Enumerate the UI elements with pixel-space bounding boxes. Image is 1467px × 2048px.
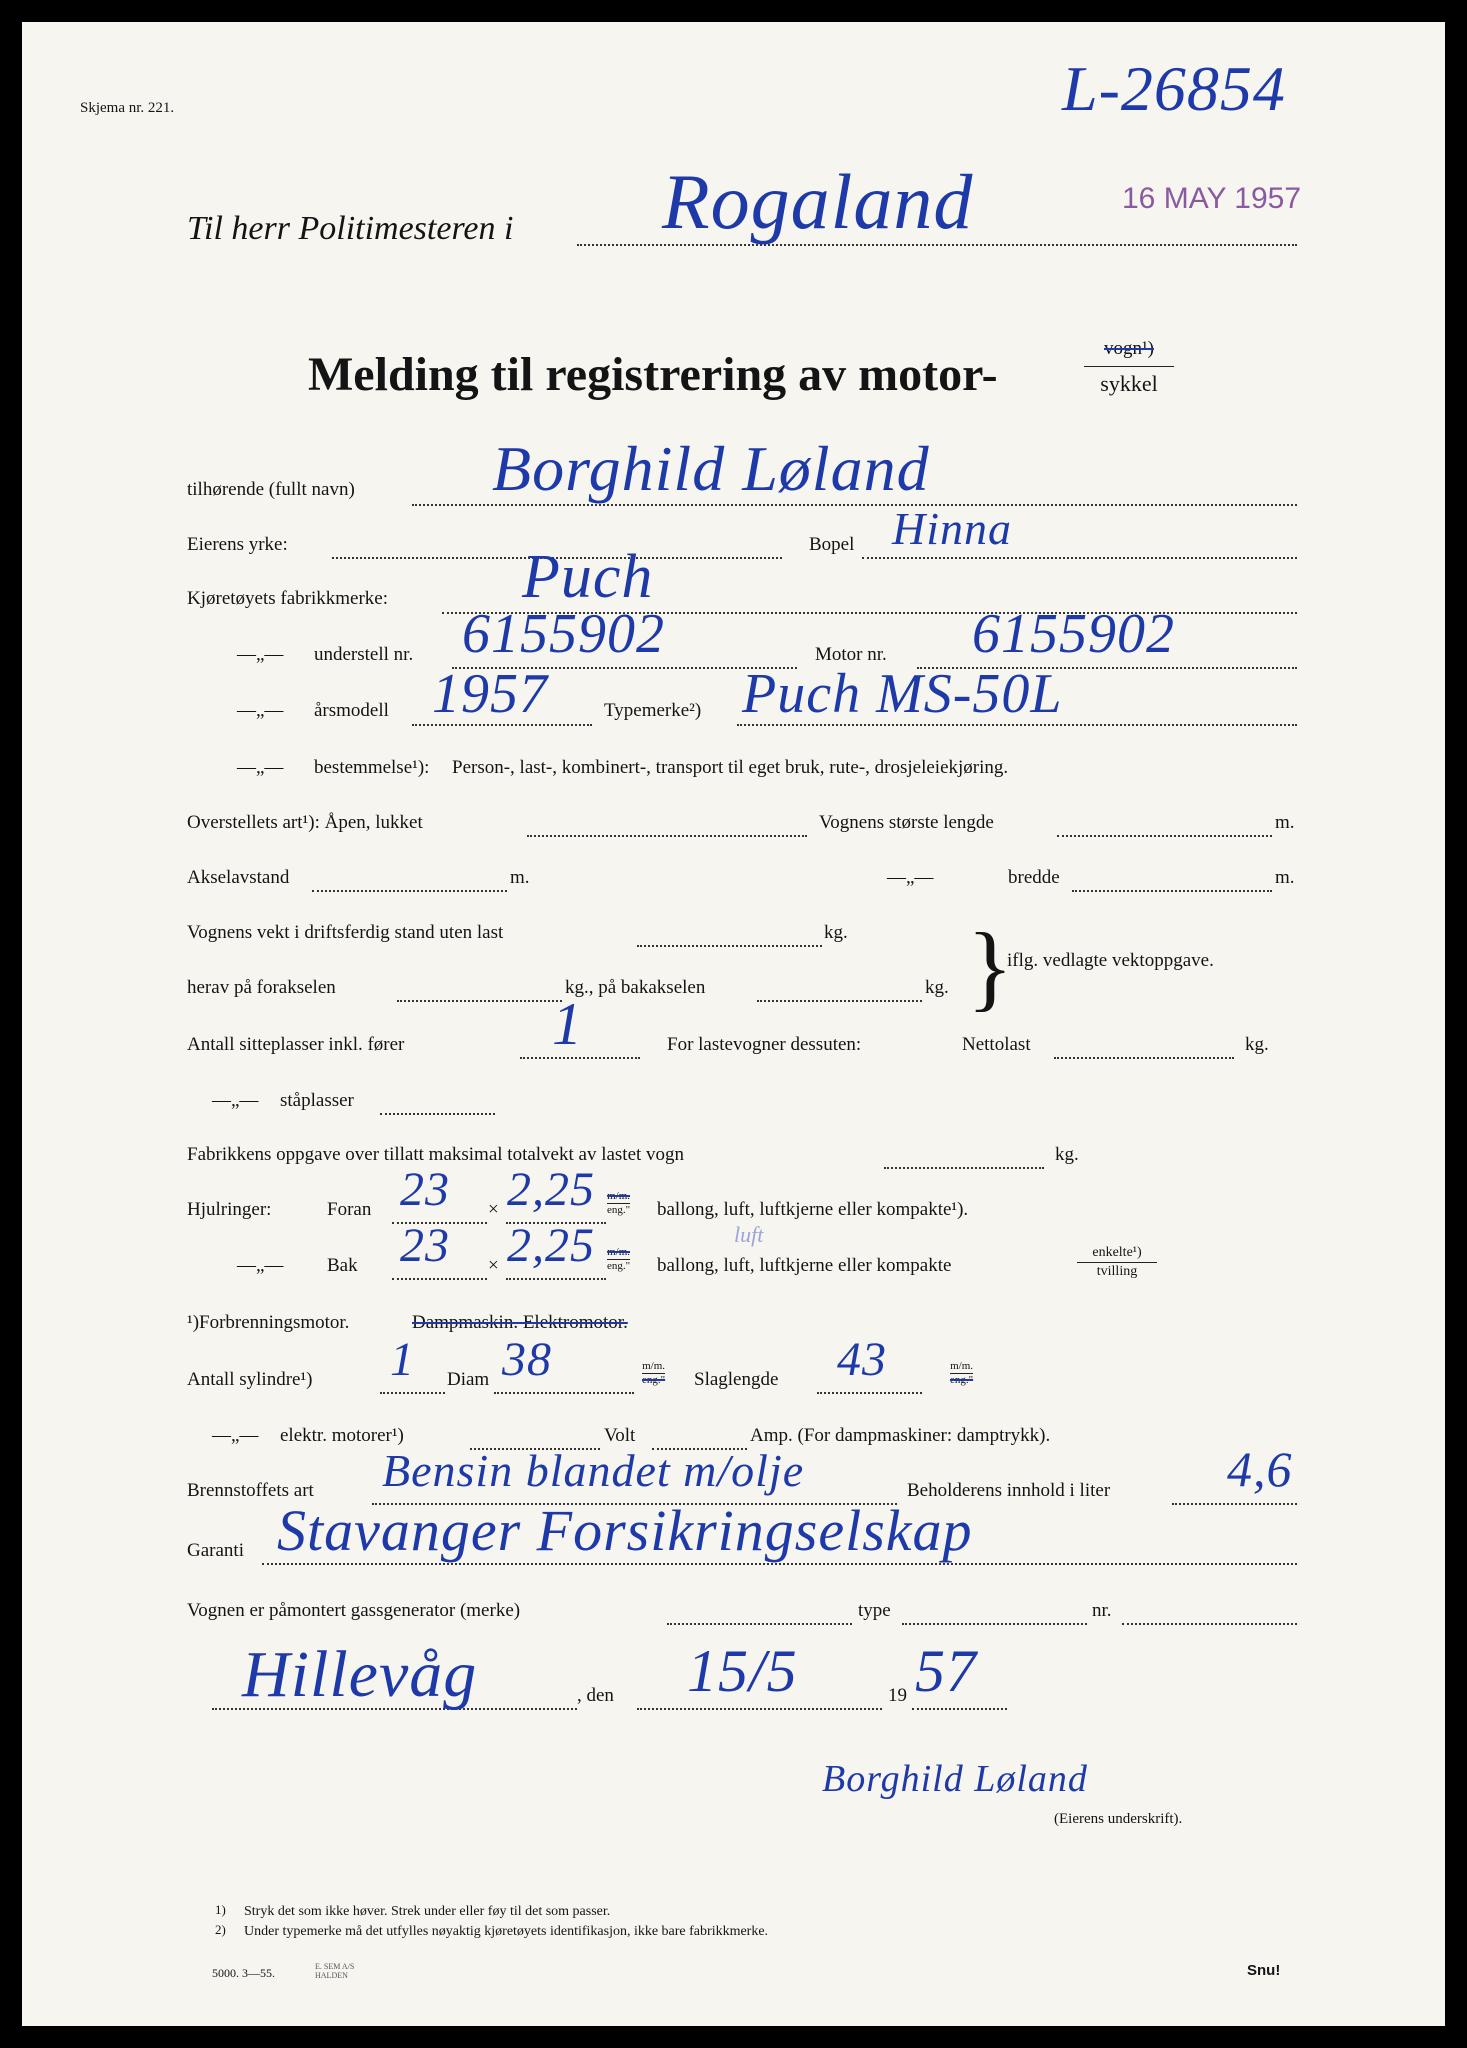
chassis-number: 6155902 bbox=[462, 603, 665, 665]
chassis-label: understell nr. bbox=[314, 644, 414, 665]
tank-label: Beholderens innhold i liter bbox=[907, 1480, 1111, 1501]
tank-value: 4,6 bbox=[1227, 1441, 1293, 1497]
wheels-front-label: Foran bbox=[327, 1199, 372, 1220]
residence-value: Hinna bbox=[892, 503, 1012, 554]
engine-type-prefix: ¹)Forbrenningsmotor. bbox=[187, 1312, 350, 1333]
seats-label: Antall sitteplasser inkl. fører bbox=[187, 1034, 405, 1055]
standing-label: ståplasser bbox=[280, 1090, 354, 1111]
purpose-options: Person-, last-, kombinert-, transport til eget bruk, rute-, drosjeleiekjøring. bbox=[452, 757, 1009, 778]
turn-over-note: Snu! bbox=[1247, 1962, 1281, 1979]
front-axle-label: herav på forakselen bbox=[187, 977, 336, 998]
stroke-value: 43 bbox=[837, 1333, 887, 1386]
signing-place: Hillevåg bbox=[242, 1638, 478, 1711]
cylinders-value: 1 bbox=[390, 1333, 415, 1386]
motor-label: Motor nr. bbox=[815, 644, 887, 665]
make-value: Puch bbox=[522, 543, 654, 611]
rear-axle-label: kg., på bakakselen bbox=[565, 977, 706, 998]
received-stamp: 16 MAY 1957 bbox=[1122, 182, 1302, 215]
gas-type-label: type bbox=[858, 1600, 891, 1621]
year-label: årsmodell bbox=[314, 700, 389, 721]
footnote-1: Stryk det som ikke høver. Strek under eller føy til det som passer. bbox=[244, 1904, 611, 1919]
fuel-value: Bensin blandet m/olje bbox=[382, 1445, 805, 1496]
weight-label: Vognens vekt i driftsferdig stand uten last bbox=[187, 922, 504, 943]
address-label: Til herr Politimesteren i bbox=[187, 210, 514, 247]
footnote-2: Under typemerke må det utfylles nøyaktig kjøretøyets identifikasjon, ikke bare fabrikkmerke. bbox=[244, 1924, 769, 1939]
form-title: Melding til registrering av motor- bbox=[308, 348, 998, 401]
owner-name-label: tilhørende (fullt navn) bbox=[187, 479, 355, 500]
signing-date: 15/5 bbox=[687, 1638, 798, 1704]
registration-number: L-26854 bbox=[1062, 53, 1286, 124]
body-type-label: Overstellets art¹): Åpen, lukket bbox=[187, 812, 423, 833]
printer-name: E. SEM A/S HALDEN bbox=[315, 1962, 355, 1980]
model-year: 1957 bbox=[432, 663, 548, 725]
wheel-rear-diameter: 23 bbox=[400, 1219, 450, 1272]
print-info: 5000. 3—55. bbox=[212, 1966, 275, 1980]
cargo-label: For lastevogner dessuten: bbox=[667, 1034, 862, 1055]
motor-number: 6155902 bbox=[972, 603, 1175, 665]
residence-label: Bopel bbox=[809, 534, 855, 555]
net-load-label: Nettolast bbox=[962, 1034, 1031, 1055]
wheel-front-diameter: 23 bbox=[400, 1163, 450, 1216]
title-fraction: vogn¹) sykkel bbox=[1084, 332, 1174, 401]
cylinders-label: Antall sylindre¹) bbox=[187, 1369, 313, 1390]
occupation-label: Eierens yrke: bbox=[187, 534, 288, 555]
front-tyre-types: ballong, luft, luftkjerne eller kompakte¹). bbox=[657, 1199, 969, 1220]
address-value: Rogaland bbox=[662, 158, 974, 245]
type-label: Typemerke²) bbox=[604, 700, 702, 721]
diam-value: 38 bbox=[502, 1333, 552, 1386]
width-label: bredde bbox=[1008, 867, 1060, 888]
wheels-rear-label: Bak bbox=[327, 1255, 358, 1276]
make-label: Kjøretøyets fabrikkmerke: bbox=[187, 588, 389, 609]
guarantee-value: Stavanger Forsikringselskap bbox=[277, 1498, 973, 1563]
owner-signature: Borghild Løland bbox=[822, 1758, 1088, 1800]
length-label: Vognens største lengde bbox=[819, 812, 994, 833]
type-value: Puch MS-50L bbox=[742, 663, 1063, 725]
gas-generator-label: Vognen er påmontert gassgenerator (merke) bbox=[187, 1600, 521, 1621]
axle-distance-label: Akselavstand bbox=[187, 867, 290, 888]
wheels-label: Hjulringer: bbox=[187, 1199, 272, 1220]
guarantee-label: Garanti bbox=[187, 1540, 244, 1561]
form-number: Skjema nr. 221. bbox=[80, 100, 175, 116]
max-weight-label: Fabrikkens oppgave over tillatt maksimal totalvekt av lastet vogn bbox=[187, 1144, 685, 1165]
fuel-label: Brennstoffets art bbox=[187, 1480, 314, 1501]
gas-nr-label: nr. bbox=[1092, 1600, 1112, 1621]
rear-tyre-types: ballong, luft, luftkjerne eller kompakte bbox=[657, 1255, 952, 1276]
signature-label: (Eierens underskrift). bbox=[1054, 1811, 1183, 1827]
electric-motors-label: elektr. motorer¹) bbox=[280, 1425, 404, 1446]
diam-label: Diam bbox=[447, 1369, 490, 1390]
seats-value: 1 bbox=[552, 991, 583, 1057]
owner-name: Borghild Løland bbox=[492, 433, 930, 504]
weight-note: iflg. vedlagte vektoppgave. bbox=[1007, 950, 1214, 971]
amp-label: Amp. (For dampmaskiner: damptrykk). bbox=[750, 1425, 1051, 1446]
wheel-rear-width: 2,25 bbox=[507, 1219, 595, 1272]
stroke-label: Slaglengde bbox=[694, 1369, 779, 1390]
form-sheet: Skjema nr. 221. L-26854 Til herr Politimesteren i Rogaland 16 MAY 1957 Melding til registrering av motor- vogn¹) sykkel tilhørende (fullt navn) Borghild Løland Eierens yrke: Bopel Hinna Kjøretøyets fabrikkmerke: Puch —„— understell nr. 6155902 Motor nr. 6155902 —„— årsmodell 1957 Typemerke²) Puch MS-50L —„— bestemmelse¹): Person-, last-, kombinert-, transport til eget bruk, rute-, drosjeleiekjøring. Overstellets art¹): Åpen, lukket Vognens største lengde m. Akselavstand m. —„— bredde m. Vognens vekt i driftsferdig stand uten last kg. herav på forakselen kg., på bakakselen kg. } iflg. vedlagte vektoppgave. Antall sitteplasser inkl. fører 1 For lastevogner dessuten: Nettolast kg. —„— ståplasser Fabrikkens oppgave over tillatt maksimal totalvekt av lastet vogn kg. Hjulringer: Foran 23 × 2,25 m/m. eng." ballong, luft, luftkjerne eller kompakte¹). luft —„— Bak 23 × 2,25 m/m. eng." ballong, luft, luftkjerne eller kompakte enkelte¹) tvilling ¹)Forbrenningsmotor. Dampmaskin. Elektromotor. Antall sylindre¹) 1 Diam 38 m/m. eng." Slaglengde 43 m/m. eng." —„— elektr. motorer¹) Volt Amp. (For dampmaskiner: damptrykk). Brennstoffets art Bensin blandet m/olje Beholderens innhold i liter 4,6 Garanti Stavanger Forsikringselskap Vognen er påmontert gassgenerator (merke) type nr. Hillevåg , den 15/5 19 57 Borghild Løland (Eierens underskrift). 1) Stryk det som ikke høver. Strek under eller føy til det som passer. 2) Under typemerke må det utfylles nøyaktig kjøretøyets identifikasjon, ikke bare fabrikkmerke. 5000. 3—55. E. SEM A/S HALDEN Snu! bbox=[22, 22, 1445, 2026]
wheel-front-width: 2,25 bbox=[507, 1163, 595, 1216]
volt-label: Volt bbox=[604, 1425, 636, 1446]
purpose-label: bestemmelse¹): bbox=[314, 757, 430, 778]
signing-year-suffix: 57 bbox=[915, 1638, 977, 1704]
engine-type-struck: Dampmaskin. Elektromotor. bbox=[412, 1312, 628, 1333]
